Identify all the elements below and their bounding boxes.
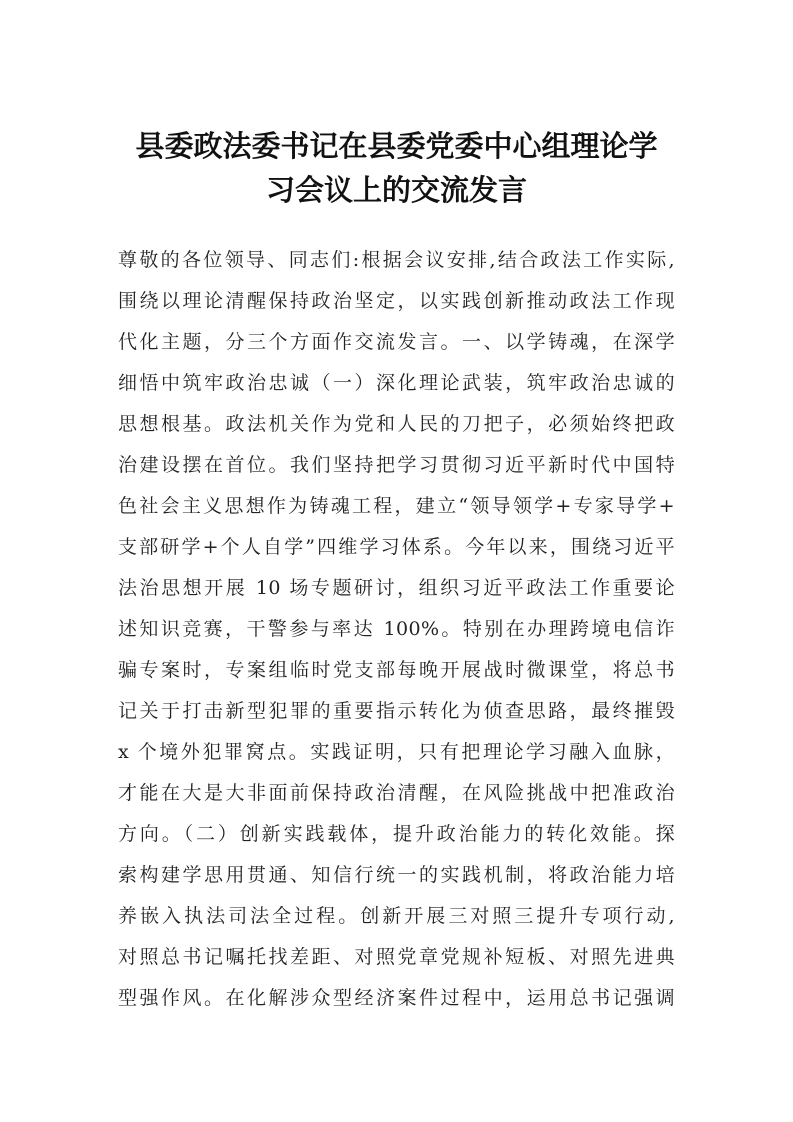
body-line: 治建设摆在首位。我们坚持把学习贯彻习近平新时代中国特 (118, 454, 675, 476)
body-line: 索构建学思用贯通、知信行统一的实践机制，将政治能力培 (118, 864, 675, 886)
body-line: 法治思想开展 10 场专题研讨，组织习近平政法工作重要论 (118, 577, 675, 599)
body-line: x 个境外犯罪窝点。实践证明，只有把理论学习融入血脉， (118, 741, 675, 763)
body-line: 才能在大是大非面前保持政治清醒，在风险挑战中把准政治 (118, 782, 675, 804)
body-line: 围绕以理论清醒保持政治坚定，以实践创新推动政法工作现 (118, 290, 675, 312)
body-line: 色社会主义思想作为铸魂工程，建立“领导领学+专家导学+ (118, 495, 675, 517)
body-line: 骗专案时，专案组临时党支部每晚开展战时微课堂，将总书 (118, 659, 675, 681)
document-title-line-1: 县委政法委书记在县委党委中心组理论学 (135, 129, 658, 163)
body-line: 细悟中筑牢政治忠诚（一）深化理论武装，筑牢政治忠诚的 (118, 372, 675, 394)
body-line: 支部研学+个人自学”四维学习体系。今年以来，围绕习近平 (118, 536, 675, 558)
body-line: 代化主题，分三个方面作交流发言。一、以学铸魂，在深学 (118, 331, 675, 353)
document-title-line-2: 习会议上的交流发言 (265, 173, 527, 207)
body-line: 方向。（二）创新实践载体，提升政治能力的转化效能。探 (118, 823, 675, 845)
body-line: 型强作风。在化解涉众型经济案件过程中，运用总书记强调 (118, 987, 675, 1009)
body-line: 尊敬的各位领导、同志们:根据会议安排,结合政法工作实际, (118, 249, 675, 271)
document-body (118, 240, 675, 1019)
body-line: 记关于打击新型犯罪的重要指示转化为侦查思路，最终摧毁 (118, 700, 675, 722)
body-line: 对照总书记嘱托找差距、对照党章党规补短板、对照先进典 (118, 946, 675, 968)
body-line: 思想根基。政法机关作为党和人民的刀把子，必须始终把政 (118, 413, 675, 435)
body-line: 养嵌入执法司法全过程。创新开展三对照三提升专项行动, (118, 905, 675, 927)
body-line: 述知识竞赛，干警参与率达 100%。特别在办理跨境电信诈 (118, 618, 675, 640)
